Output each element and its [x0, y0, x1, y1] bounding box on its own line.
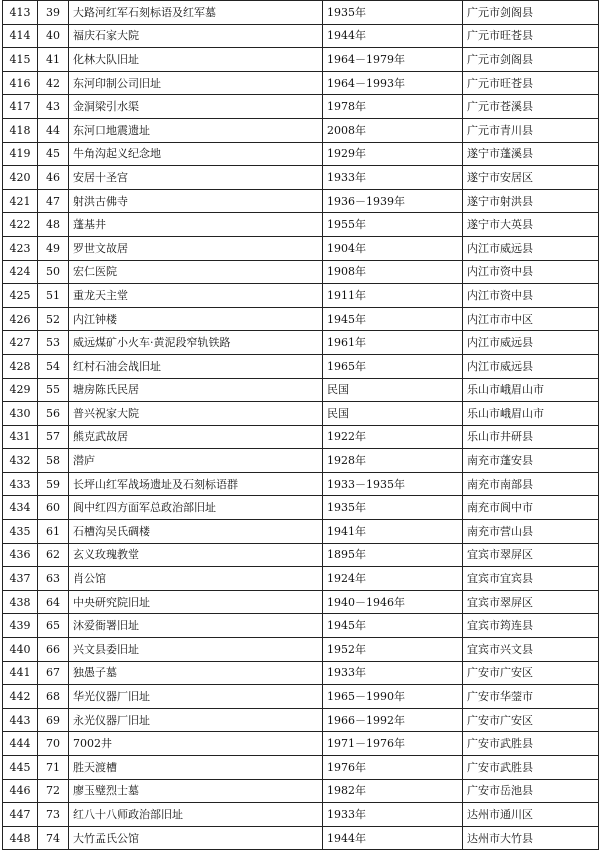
cell-sub-number: 71 — [38, 756, 69, 780]
cell-serial-number: 435 — [3, 520, 38, 544]
table-row — [3, 260, 599, 284]
cell-era: 1965－1990年 — [323, 685, 463, 709]
cell-location: 广元市旺苍县 — [463, 24, 599, 48]
cell-serial-number: 413 — [3, 1, 38, 25]
cell-serial-number: 447 — [3, 803, 38, 827]
table-row — [3, 307, 599, 331]
cell-sub-number: 51 — [38, 284, 69, 308]
cell-location: 广安市武胜县 — [463, 756, 599, 780]
cell-serial-number: 415 — [3, 48, 38, 72]
table-row — [3, 142, 599, 166]
cell-era: 1941年 — [323, 520, 463, 544]
cell-serial-number: 443 — [3, 708, 38, 732]
cell-location: 达州市通川区 — [463, 803, 599, 827]
cell-site-name: 7002井 — [69, 732, 323, 756]
cell-serial-number: 414 — [3, 24, 38, 48]
cell-site-name: 安居十圣宫 — [69, 166, 323, 190]
table-row — [3, 284, 599, 308]
cell-era: 1933年 — [323, 803, 463, 827]
cell-site-name: 宏仁医院 — [69, 260, 323, 284]
cell-era: 1964－1979年 — [323, 48, 463, 72]
cell-sub-number: 68 — [38, 685, 69, 709]
cell-serial-number: 424 — [3, 260, 38, 284]
cell-site-name: 长坪山红军战场遗址及石刻标语群 — [69, 472, 323, 496]
cell-location: 南充市蓬安县 — [463, 449, 599, 473]
cell-era: 2008年 — [323, 118, 463, 142]
cell-location: 达州市大竹县 — [463, 826, 599, 850]
cell-site-name: 罗世文故居 — [69, 236, 323, 260]
cell-location: 广安市岳池县 — [463, 779, 599, 803]
cell-location: 遂宁市安居区 — [463, 166, 599, 190]
cell-site-name: 熊克武故居 — [69, 425, 323, 449]
cell-era: 1976年 — [323, 756, 463, 780]
cell-location: 广元市剑阁县 — [463, 48, 599, 72]
cell-location: 广元市剑阁县 — [463, 1, 599, 25]
cell-site-name: 重龙天主堂 — [69, 284, 323, 308]
cell-site-name: 独愚子墓 — [69, 661, 323, 685]
cell-site-name: 兴文县委旧址 — [69, 638, 323, 662]
cell-site-name: 廖玉璧烈士墓 — [69, 779, 323, 803]
table-row — [3, 638, 599, 662]
cell-sub-number: 66 — [38, 638, 69, 662]
table-row — [3, 1, 599, 25]
cell-era: 1944年 — [323, 826, 463, 850]
table-row — [3, 708, 599, 732]
cell-sub-number: 45 — [38, 142, 69, 166]
cell-era: 1964－1993年 — [323, 71, 463, 95]
cell-era: 1928年 — [323, 449, 463, 473]
table-row — [3, 95, 599, 119]
cell-location: 广安市广安区 — [463, 661, 599, 685]
cell-sub-number: 52 — [38, 307, 69, 331]
cell-location: 内江市威远县 — [463, 331, 599, 355]
cell-serial-number: 432 — [3, 449, 38, 473]
cell-location: 遂宁市蓬溪县 — [463, 142, 599, 166]
cell-site-name: 威远煤矿小火车·黄泥段窄轨铁路 — [69, 331, 323, 355]
table-row — [3, 567, 599, 591]
table-row — [3, 402, 599, 426]
cell-location: 广安市广安区 — [463, 708, 599, 732]
cell-era: 1929年 — [323, 142, 463, 166]
table-row — [3, 449, 599, 473]
table-row — [3, 213, 599, 237]
cell-site-name: 中央研究院旧址 — [69, 590, 323, 614]
cell-serial-number: 418 — [3, 118, 38, 142]
cell-era: 1922年 — [323, 425, 463, 449]
cell-location: 遂宁市射洪县 — [463, 189, 599, 213]
cell-era: 1965年 — [323, 354, 463, 378]
cell-serial-number: 425 — [3, 284, 38, 308]
cell-serial-number: 422 — [3, 213, 38, 237]
cell-location: 内江市资中县 — [463, 260, 599, 284]
cell-era: 1933－1935年 — [323, 472, 463, 496]
cell-location: 广元市旺苍县 — [463, 71, 599, 95]
cell-sub-number: 56 — [38, 402, 69, 426]
cell-era: 民国 — [323, 378, 463, 402]
cell-location: 广安市武胜县 — [463, 732, 599, 756]
cell-sub-number: 70 — [38, 732, 69, 756]
cell-era: 1982年 — [323, 779, 463, 803]
table-row — [3, 826, 599, 850]
cell-serial-number: 446 — [3, 779, 38, 803]
cell-serial-number: 448 — [3, 826, 38, 850]
cell-serial-number: 437 — [3, 567, 38, 591]
cell-site-name: 蓬基井 — [69, 213, 323, 237]
cell-site-name: 华光仪器厂旧址 — [69, 685, 323, 709]
heritage-list-table — [2, 0, 599, 850]
cell-sub-number: 48 — [38, 213, 69, 237]
cell-site-name: 金洞梁引水渠 — [69, 95, 323, 119]
cell-serial-number: 438 — [3, 590, 38, 614]
cell-site-name: 塘房陈氏民居 — [69, 378, 323, 402]
cell-location: 宜宾市兴文县 — [463, 638, 599, 662]
cell-serial-number: 431 — [3, 425, 38, 449]
cell-sub-number: 69 — [38, 708, 69, 732]
cell-site-name: 潜庐 — [69, 449, 323, 473]
cell-site-name: 化林大队旧址 — [69, 48, 323, 72]
table-row — [3, 354, 599, 378]
table-row — [3, 48, 599, 72]
table-row — [3, 685, 599, 709]
cell-location: 广安市华蓥市 — [463, 685, 599, 709]
cell-site-name: 东河口地震遗址 — [69, 118, 323, 142]
cell-era: 1945年 — [323, 614, 463, 638]
cell-sub-number: 44 — [38, 118, 69, 142]
table-row — [3, 378, 599, 402]
cell-location: 宜宾市筠连县 — [463, 614, 599, 638]
cell-site-name: 普兴祝家大院 — [69, 402, 323, 426]
cell-site-name: 胜天渡槽 — [69, 756, 323, 780]
cell-sub-number: 57 — [38, 425, 69, 449]
cell-sub-number: 54 — [38, 354, 69, 378]
table-row — [3, 472, 599, 496]
table-row — [3, 803, 599, 827]
cell-serial-number: 421 — [3, 189, 38, 213]
cell-serial-number: 434 — [3, 496, 38, 520]
cell-era: 1955年 — [323, 213, 463, 237]
cell-era: 1940－1946年 — [323, 590, 463, 614]
table-row — [3, 661, 599, 685]
table-body — [3, 1, 599, 850]
cell-serial-number: 442 — [3, 685, 38, 709]
cell-serial-number: 426 — [3, 307, 38, 331]
cell-sub-number: 43 — [38, 95, 69, 119]
table-row — [3, 118, 599, 142]
cell-serial-number: 440 — [3, 638, 38, 662]
cell-location: 乐山市峨眉山市 — [463, 402, 599, 426]
table-row — [3, 496, 599, 520]
cell-site-name: 射洪古佛寺 — [69, 189, 323, 213]
cell-sub-number: 50 — [38, 260, 69, 284]
cell-location: 乐山市峨眉山市 — [463, 378, 599, 402]
cell-era: 1936－1939年 — [323, 189, 463, 213]
table-row — [3, 331, 599, 355]
cell-serial-number: 427 — [3, 331, 38, 355]
cell-site-name: 红村石油会战旧址 — [69, 354, 323, 378]
table-row — [3, 425, 599, 449]
cell-serial-number: 441 — [3, 661, 38, 685]
cell-location: 内江市威远县 — [463, 354, 599, 378]
table-row — [3, 520, 599, 544]
cell-location: 宜宾市翠屏区 — [463, 590, 599, 614]
cell-site-name: 肖公馆 — [69, 567, 323, 591]
table-row — [3, 590, 599, 614]
cell-era: 1945年 — [323, 307, 463, 331]
cell-site-name: 大竹孟氏公馆 — [69, 826, 323, 850]
cell-serial-number: 420 — [3, 166, 38, 190]
table-row — [3, 756, 599, 780]
cell-era: 1944年 — [323, 24, 463, 48]
cell-serial-number: 439 — [3, 614, 38, 638]
table-row — [3, 71, 599, 95]
cell-location: 广元市苍溪县 — [463, 95, 599, 119]
table-row — [3, 189, 599, 213]
cell-site-name: 永光仪器厂旧址 — [69, 708, 323, 732]
table-row — [3, 614, 599, 638]
cell-sub-number: 39 — [38, 1, 69, 25]
cell-serial-number: 445 — [3, 756, 38, 780]
cell-era: 1952年 — [323, 638, 463, 662]
cell-sub-number: 49 — [38, 236, 69, 260]
cell-sub-number: 65 — [38, 614, 69, 638]
cell-location: 内江市资中县 — [463, 284, 599, 308]
cell-location: 乐山市井研县 — [463, 425, 599, 449]
cell-site-name: 阆中红四方面军总政治部旧址 — [69, 496, 323, 520]
cell-sub-number: 62 — [38, 543, 69, 567]
cell-location: 内江市威远县 — [463, 236, 599, 260]
cell-serial-number: 429 — [3, 378, 38, 402]
cell-serial-number: 416 — [3, 71, 38, 95]
cell-era: 1911年 — [323, 284, 463, 308]
cell-site-name: 内江钟楼 — [69, 307, 323, 331]
cell-site-name: 福庆石家大院 — [69, 24, 323, 48]
cell-site-name: 大路河红军石刻标语及红军墓 — [69, 1, 323, 25]
table-row — [3, 779, 599, 803]
cell-era: 1971－1976年 — [323, 732, 463, 756]
cell-serial-number: 417 — [3, 95, 38, 119]
cell-location: 南充市营山县 — [463, 520, 599, 544]
cell-era: 1933年 — [323, 166, 463, 190]
cell-era: 1935年 — [323, 1, 463, 25]
cell-era: 1895年 — [323, 543, 463, 567]
cell-sub-number: 53 — [38, 331, 69, 355]
cell-era: 民国 — [323, 402, 463, 426]
cell-era: 1978年 — [323, 95, 463, 119]
cell-serial-number: 444 — [3, 732, 38, 756]
cell-sub-number: 60 — [38, 496, 69, 520]
cell-sub-number: 42 — [38, 71, 69, 95]
cell-sub-number: 72 — [38, 779, 69, 803]
cell-serial-number: 423 — [3, 236, 38, 260]
cell-sub-number: 73 — [38, 803, 69, 827]
cell-sub-number: 58 — [38, 449, 69, 473]
table-row — [3, 24, 599, 48]
cell-site-name: 石槽沟吴氏碉楼 — [69, 520, 323, 544]
cell-location: 宜宾市翠屏区 — [463, 543, 599, 567]
cell-location: 内江市市中区 — [463, 307, 599, 331]
cell-location: 遂宁市大英县 — [463, 213, 599, 237]
cell-serial-number: 430 — [3, 402, 38, 426]
cell-sub-number: 67 — [38, 661, 69, 685]
cell-site-name: 玄义玫瑰教堂 — [69, 543, 323, 567]
cell-site-name: 沐爱衙署旧址 — [69, 614, 323, 638]
cell-sub-number: 41 — [38, 48, 69, 72]
cell-era: 1908年 — [323, 260, 463, 284]
cell-sub-number: 74 — [38, 826, 69, 850]
cell-sub-number: 47 — [38, 189, 69, 213]
cell-location: 南充市南部县 — [463, 472, 599, 496]
cell-serial-number: 419 — [3, 142, 38, 166]
cell-serial-number: 428 — [3, 354, 38, 378]
table-row — [3, 236, 599, 260]
cell-location: 南充市阆中市 — [463, 496, 599, 520]
cell-sub-number: 64 — [38, 590, 69, 614]
cell-location: 广元市青川县 — [463, 118, 599, 142]
cell-era: 1966－1992年 — [323, 708, 463, 732]
table-row — [3, 166, 599, 190]
cell-serial-number: 433 — [3, 472, 38, 496]
cell-sub-number: 46 — [38, 166, 69, 190]
cell-location: 宜宾市宜宾县 — [463, 567, 599, 591]
cell-era: 1933年 — [323, 661, 463, 685]
cell-sub-number: 63 — [38, 567, 69, 591]
cell-serial-number: 436 — [3, 543, 38, 567]
table-row — [3, 732, 599, 756]
cell-site-name: 红八十八师政治部旧址 — [69, 803, 323, 827]
cell-site-name: 东河印制公司旧址 — [69, 71, 323, 95]
cell-sub-number: 61 — [38, 520, 69, 544]
cell-site-name: 牛角沟起义纪念地 — [69, 142, 323, 166]
cell-era: 1961年 — [323, 331, 463, 355]
table-row — [3, 543, 599, 567]
cell-era: 1924年 — [323, 567, 463, 591]
cell-era: 1904年 — [323, 236, 463, 260]
cell-era: 1935年 — [323, 496, 463, 520]
cell-sub-number: 40 — [38, 24, 69, 48]
cell-sub-number: 55 — [38, 378, 69, 402]
cell-sub-number: 59 — [38, 472, 69, 496]
